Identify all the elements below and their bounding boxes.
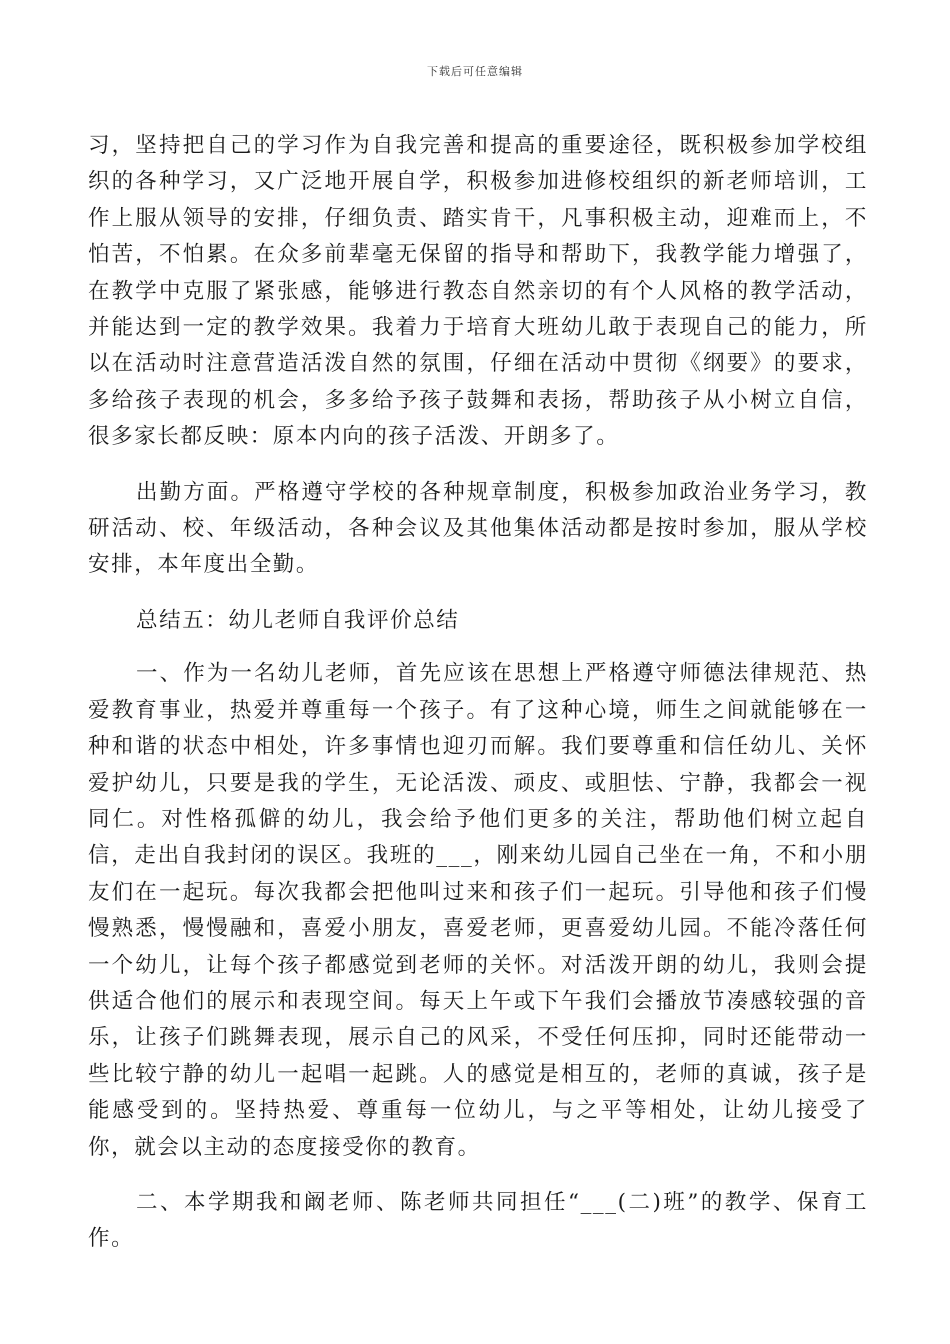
- paragraph-attendance: 出勤方面。严格遵守学校的各种规章制度，积极参加政治业务学习，教研活动、校、年级活动，各种会议及其他集体活动都是按时参加，服从学校安排，本年度出全勤。: [88, 479, 868, 578]
- paragraph-study: 习，坚持把自己的学习作为自我完善和提高的重要途径，既积极参加学校组织的各种学习，又广泛地开展自学，积极参加进修校组织的新老师培训，工作上服从领导的安排，仔细负责、踏实肯干，凡事积极主动，迎难而上，不怕苦，不怕累。在众多前辈毫无保留的指导和帮助下，我教学能力增强了，在教学中克服了紧张感，能够进行教态自然亲切的有个人风格的教学活动，并能达到一定的教学效果。我着力于培育大班幼儿敢于表现自己的能力，所以在活动时注意营造活泼自然的氛围，仔细在活动中贯彻《纲要》的要求，多给孩子表现的机会，多多给予孩子鼓舞和表扬，帮助孩子从小树立自信，很多家长都反映：原本内向的孩子活泼、开朗多了。: [88, 133, 868, 450]
- download-note: 下载后可任意编辑: [427, 65, 523, 78]
- section-heading: 总结五：幼儿老师自我评价总结: [136, 607, 460, 633]
- document-body: [88, 128, 868, 1258]
- paragraph-point-one: 一、作为一名幼儿老师，首先应该在思想上严格遵守师德法律规范、热爱教育事业，热爱并尊重每一个孩子。有了这种心境，师生之间就能够在一种和谐的状态中相处，许多事情也迎刃而解。我们要尊重和信任幼儿、关怀爱护幼儿，只要是我的学生，无论活泼、顽皮、或胆怯、宁静，我都会一视同仁。对性格孤僻的幼儿，我会给予他们更多的关注，帮助他们树立起自信，走出自我封闭的误区。我班的___，刚来幼儿园自己坐在一角，不和小朋友们在一起玩。每次我都会把他叫过来和孩子们一起玩。引导他和孩子们慢慢熟悉，慢慢融和，喜爱小朋友，喜爱老师，更喜爱幼儿园。不能冷落任何一个幼儿，让每个孩子都感觉到老师的关怀。对活泼开朗的幼儿，我则会提供适合他们的展示和表现空间。每天上午或下午我们会播放节凑感较强的音乐，让孩子们跳舞表现，展示自己的风采，不受任何压抑，同时还能带动一些比较宁静的幼儿一起唱一起跳。人的感觉是相互的，老师的真诚，孩子是能感受到的。坚持热爱、尊重每一位幼儿，与之平等相处，让幼儿接受了你，就会以主动的态度接受你的教育。: [88, 661, 868, 1160]
- paragraph-point-two: 二、本学期我和阚老师、陈老师共同担任“___(二)班”的教学、保育工作。: [88, 1189, 868, 1252]
